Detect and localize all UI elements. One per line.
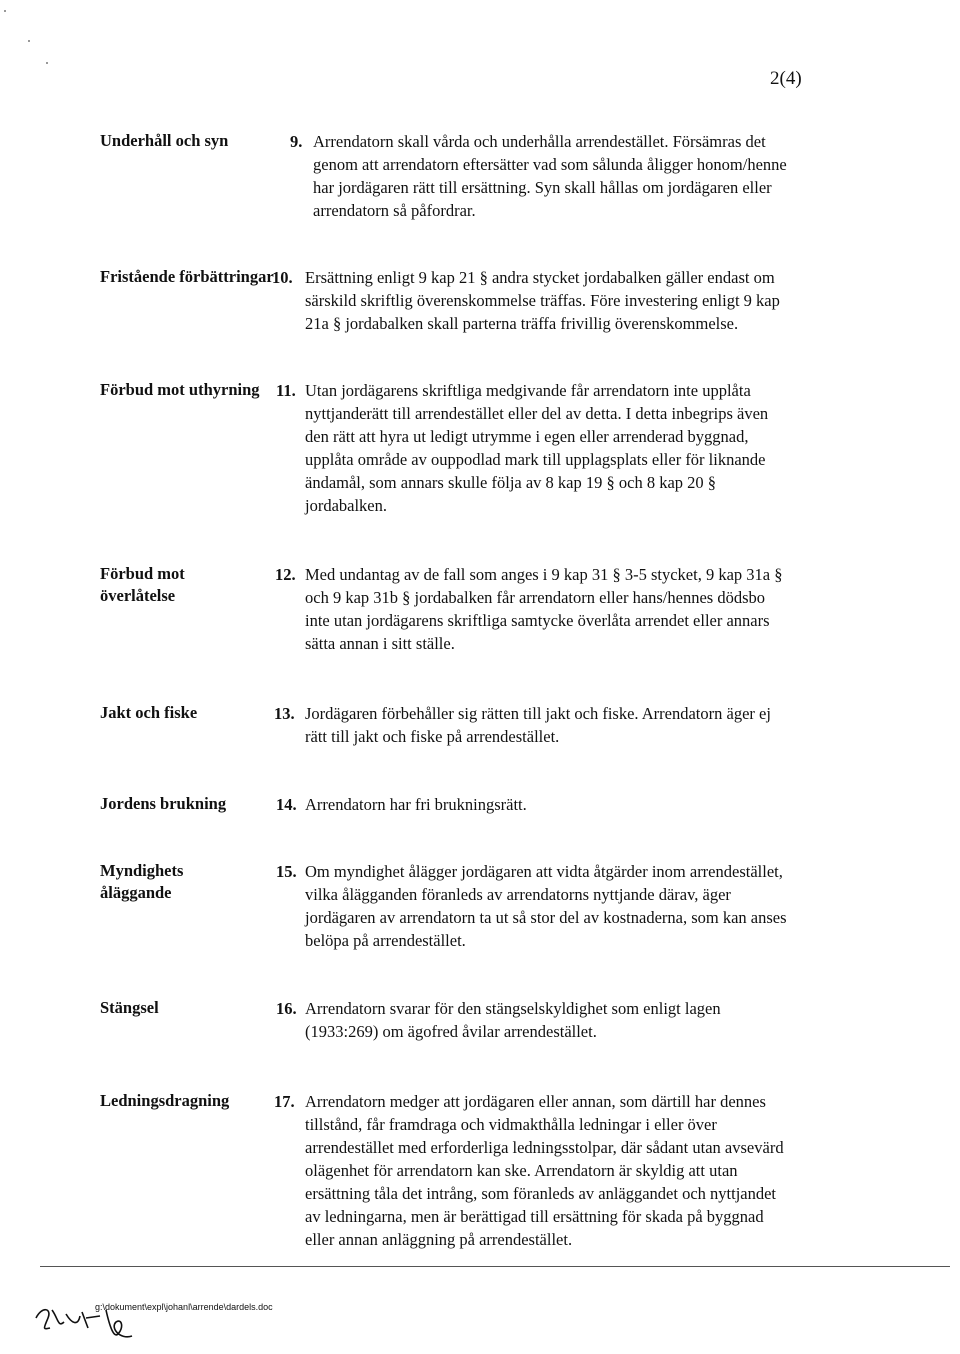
section-text: Jordägaren förbehåller sig rätten till jakt och fiske. Arrendatorn äger ej rätt till jakt och fiske på arrendestället.	[305, 704, 771, 746]
section-heading: Förbud mot uthyrning	[100, 380, 260, 399]
section-text: Arrendatorn har fri brukningsrätt.	[305, 795, 527, 814]
section-number: 17.	[274, 1092, 295, 1111]
section-heading: Underhåll och syn	[100, 131, 229, 150]
section-text: Med undantag av de fall som anges i 9 kap 31 § 3-5 stycket, 9 kap 31a § och 9 kap 31b § jordabalken får arrendatorn eller hans/hennes dödsbo inte utan jordägarens skriftliga samtycke överlåta arrendet eller annars sätta annan i sitt ställe.	[305, 565, 783, 653]
section-number: 12.	[275, 565, 296, 584]
section-number: 16.	[276, 999, 297, 1018]
section-text: Arrendatorn svarar för den stängselskyldighet som enligt lagen (1933:269) om ägofred åvilar arrendestället.	[305, 999, 721, 1041]
section-heading: Jordens brukning	[100, 794, 227, 813]
section-text: Utan jordägarens skriftliga medgivande får arrendatorn inte upplåta nyttjanderätt till arrendestället eller del av detta. I detta inbegrips även den rätt att hyra ut ledigt utrymme i egen eller arrenderad byggnad, upplåta område av ouppodlad mark till upplagsplats eller för liknande ändamål, som annars skulle följa av 8 kap 19 § och 8 kap 20 § jordabalken.	[305, 381, 769, 515]
section-heading: Fristående förbättringar	[100, 267, 274, 286]
section-number: 13.	[274, 704, 295, 723]
section-text: Arrendatorn medger att jordägaren eller annan, som därtill har dennes tillstånd, får framdraga och vidmakthålla ledningar i eller över arrendestället med erforderliga ledningsstolpar, där sådant utan avsevärd olägenhet för arrendatorn kan ske. Arrendatorn är skyldig att utan ersättning tåla det intrång, som föranleds av anläggandet och nyttjandet av ledningarna, men är berättigad till ersättning för skada på byggnad eller annan anläggning på arrendestället.	[305, 1092, 784, 1249]
section-text: Arrendatorn skall vårda och underhålla arrendestället. Försämras det genom att arrendatorn eftersätter vad som sålunda åligger honom/henne har jordägaren rätt till ersättning. Syn skall hållas om jordägaren eller arrendatorn så påfordrar.	[313, 132, 787, 220]
footer-divider	[40, 1266, 950, 1267]
section-number: 9.	[290, 132, 303, 151]
page-number: 2(4)	[770, 68, 802, 89]
section-number: 14.	[276, 795, 297, 814]
section-text: Ersättning enligt 9 kap 21 § andra stycket jordabalken gäller endast om särskild skriftlig överenskommelse träffas. Före investering enligt 9 kap 21a § jordabalken skall parterna träffa frivillig överenskommelse.	[305, 268, 780, 333]
section-heading: Ledningsdragning	[100, 1091, 230, 1110]
scan-speck	[28, 40, 30, 42]
signature-icon	[28, 1288, 138, 1353]
section-number: 11.	[276, 381, 296, 400]
section-heading: Stängsel	[100, 998, 159, 1017]
section-text: Om myndighet ålägger jordägaren att vidta åtgärder inom arrendestället, vilka ålägganden föranleds av arrendatorns nyttjande därav, äger jordägaren av arrendatorn ta ut så stor del av kostnaderna, som kan anses belöpa på arrendestället.	[305, 862, 787, 950]
section-number: 10.	[272, 268, 293, 287]
scan-speck	[4, 10, 6, 12]
section-heading: Förbud mot överlåtelse	[100, 564, 185, 605]
file-path: g:\dokument\expl\johanl\arrende\dardels.doc	[95, 1302, 273, 1312]
section-heading: Myndighets åläggande	[100, 861, 184, 902]
section-number: 15.	[276, 862, 297, 881]
section-heading: Jakt och fiske	[100, 703, 198, 722]
scan-speck	[46, 62, 48, 64]
